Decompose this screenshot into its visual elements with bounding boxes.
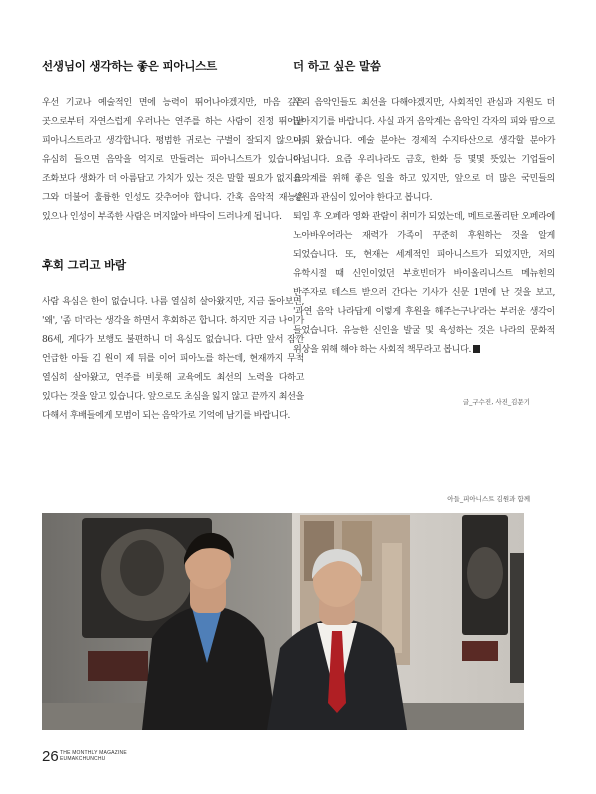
section-title-good-pianist: 선생님이 생각하는 좋은 피아니스트: [42, 59, 218, 73]
magazine-title-line1: THE MONTHLY MAGAZINE: [60, 750, 127, 756]
section-text-good-pianist: 우선 기교나 예술적인 면에 능력이 뛰어나야겠지만, 마음 깊은 곳으로부터 자연스럽게 우러나는 연주를 하는 사람이 진정 뛰어난 피아니스트라고 생각합니다. 평범한 귀로는 구별이 잘되지 않으나, 유심히 들으면 음악을 억지로 만들려는 피아니스트가 있습니다. 조화보다 생화가 더 아름답고 가치가 있는 것은 말할 필요가 없지요. 그와 더불어 훌륭한 인성도 갖추어야 합니다. 간혹 음악적 재능은 있으나 인성이 부족한 사람은 머지않아 바닥이 드러나게 됩니다.: [42, 98, 304, 222]
author-credit: 글_구수진, 사진_김문기: [462, 398, 530, 406]
end-mark-icon: [473, 345, 480, 353]
section-title-more-words: 더 하고 싶은 말씀: [293, 59, 381, 73]
photo-caption: 아들_피아니스트 김원과 함께: [447, 495, 530, 503]
section-text-more-words-1: 우리 음악인들도 최선을 다해야겠지만, 사회적인 관심과 지원도 더 많아지기를 바랍니다. 사실 과거 음악계는 음악인 각자의 피와 땀으로 이뤄 왔습니다. 예술 분야는 경제적 수지타산으로 생각할 분야가 아닙니다. 요즘 우리나라도 금호, 한화 등 몇몇 뜻있는 기업들이 음악계를 위해 좋은 일을 하고 있지만, 앞으로 더 많은 국민들의 성원과 관심이 있어야 한다고 봅니다.: [293, 98, 555, 203]
portrait-photo: [42, 513, 524, 730]
section-title-regret-and-hope: 후회 그리고 바람: [42, 258, 126, 272]
right-column: [293, 58, 555, 360]
page-number: 26: [42, 748, 59, 765]
magazine-title: [60, 750, 170, 762]
section-text-regret-and-hope: 사람 욕심은 한이 없습니다. 나름 열심히 살아왔지만, 지금 돌아보면, '왜', '좀 더'라는 생각을 하면서 후회하곤 합니다. 하지만 지금 나이가 86세, 게다가 보행도 불편하니 더 욕심도 없습니다. 다만 앞서 잠깐 언급한 아들 김 원이 제 뒤를 이어 피아노를 하는데, 현재까지 무척 열심히 살아왔고, 연주를 비롯해 교육에도 최선의 노력을 다하고 있다는 것을 알고 있습니다. 앞으로도 초심을 잃지 않고 끝까지 최선을 다해서 후배들에게 모범이 되는 음악가로 기억에 남기를 바랍니다.: [42, 297, 304, 421]
left-column: [42, 58, 304, 426]
section-text-more-words-2: 퇴임 후 오페라 영화 관람이 취미가 되었는데, 메트로폴리탄 오페라에 노아바우어라는 재력가 가족이 꾸준히 후원하는 것을 알게 되었습니다. 또, 현재는 세계적인 피아니스트가 되었지만, 저의 유학시절 때 신인이었던 부흐빈더가 바이올리니스트 메뉴힌의 반주자로 테스트 받으러 간다는 기사가 신문 1면에 난 것을 보고, '과연 음악 나라답게 이렇게 후원을 해주는구나'라는 부러운 생각이 들었습니다. 유능한 신인을 발굴 및 육성하는 것은 나라의 문화적 위상을 위해 해야 하는 사회적 책무라고 봅니다.: [293, 212, 555, 355]
magazine-title-line2: EUMAKCHUNCHU: [60, 756, 106, 762]
